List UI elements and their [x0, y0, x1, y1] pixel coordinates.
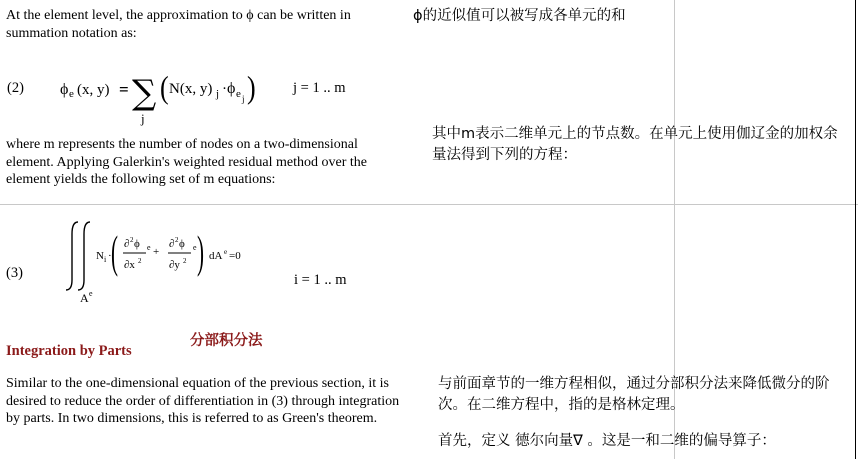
eq2-phi-subsub: j	[242, 94, 245, 104]
double-integral-symbol	[66, 222, 90, 290]
eq3-dA: dA	[209, 250, 223, 262]
eq2-phi: ϕ	[227, 80, 236, 97]
eq2-paren-close: )	[247, 70, 256, 106]
equation-2-range: j = 1 .. m	[293, 80, 346, 96]
eq3-dot: ·	[108, 250, 112, 262]
section-heading: Integration by Parts	[6, 343, 132, 359]
eq3-domain-sup: e	[89, 289, 93, 298]
intro-paragraph-zh: ϕ的近似值可以被写成各单元的和	[413, 8, 626, 24]
eq3-plus: +	[153, 246, 160, 258]
equation-3-number: (3)	[6, 265, 23, 281]
equation-2-number: (2)	[7, 80, 24, 96]
eq3-num2-sub: e	[193, 243, 197, 252]
where-paragraph-zh: 其中m表示二维单元上的节点数。在单元上使用伽辽金的加权余量法得到下列的方程：	[432, 126, 838, 163]
intro-paragraph: At the element level, the approximation to ϕ can be written in summation notation as:	[6, 8, 351, 41]
eq2-lhs-args: (x, y)	[77, 82, 110, 98]
eq2-lhs-phi: ϕ	[60, 81, 69, 98]
first-paragraph-zh: 首先，定义 德尔向量∇ 。这是一和二维的偏导算子：	[438, 433, 776, 449]
right-border	[855, 0, 856, 459]
eq2-phi-sub: e	[236, 88, 241, 100]
eq2-lhs-sub: e	[69, 88, 74, 100]
equation-2	[50, 60, 280, 130]
eq2-paren-open: (	[160, 70, 169, 106]
eq3-eq0: =0	[229, 250, 241, 262]
eq3-den2: ∂y	[169, 259, 180, 271]
eq3-num1-sub: e	[147, 243, 151, 252]
row-divider	[0, 204, 858, 205]
equation-3	[60, 218, 280, 308]
eq3-N: N	[96, 250, 104, 262]
eq3-den1-sup: 2	[138, 257, 142, 265]
eq3-paren-close: )	[197, 227, 204, 278]
eq3-dA-sup: e	[224, 248, 228, 256]
eq3-num1-phi: ϕ	[134, 238, 140, 250]
eq3-num2: ∂	[169, 238, 175, 250]
where-paragraph: where m represents the number of nodes on a two-dimensional element. Applying Galerkin's weighted residual method over the element yields the following set of m equations:	[6, 137, 367, 187]
eq3-paren-open: (	[111, 227, 118, 278]
eq2-N: N(x, y)	[169, 81, 213, 97]
eq2-sum-symbol: ∑	[132, 73, 157, 113]
eq3-den2-sup: 2	[183, 257, 187, 265]
eq2-equals: =	[119, 80, 129, 99]
eq3-N-sub: i	[104, 255, 107, 264]
eq2-sum-index: j	[141, 111, 145, 126]
eq3-num2-phi: ϕ	[179, 238, 185, 250]
eq3-num1-sup: 2	[130, 236, 134, 244]
eq3-num2-sup: 2	[175, 236, 179, 244]
equation-3-range: i = 1 .. m	[294, 272, 347, 288]
similar-paragraph: Similar to the one-dimensional equation of the previous section, it is desired to reduce the order of differentiation in (3) through integration by parts. In two dimensions, this is referred to as Green's theorem.	[6, 376, 400, 426]
section-heading-zh: 分部积分法	[190, 333, 263, 349]
eq3-num1: ∂	[124, 238, 130, 250]
eq2-dot: ·	[222, 81, 227, 97]
eq3-den1: ∂x	[124, 259, 135, 271]
eq2-N-sub: j	[216, 88, 220, 100]
eq3-domain: A	[80, 291, 89, 305]
similar-paragraph-zh: 与前面章节的一维方程相似，通过分部积分法来降低微分的阶次。在二维方程中，指的是格林定理。	[438, 376, 830, 413]
